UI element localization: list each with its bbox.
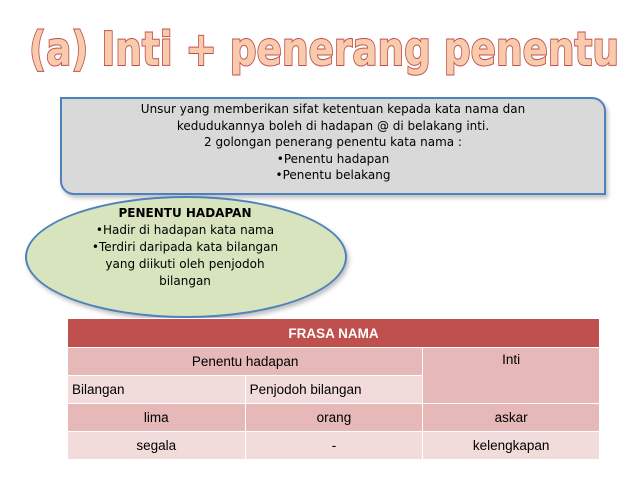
table-cell: orang	[245, 404, 423, 432]
table-header: FRASA NAMA	[68, 319, 600, 348]
info-line: •Penentu belakang	[275, 168, 391, 182]
table-header-row	[68, 319, 600, 348]
table-cell: -	[245, 432, 423, 460]
info-line: •Penentu hadapan	[276, 151, 390, 166]
info-box	[60, 97, 606, 195]
ellipse-line: bilangan	[159, 274, 211, 288]
column-header-penjodoh-bilangan: Penjodoh bilangan	[245, 376, 423, 404]
info-line: Unsur yang memberikan sifat ketentuan kepada kata nama dan	[140, 102, 526, 116]
table-cell: segala	[68, 432, 246, 460]
info-line: kedudukannya boleh di hadapan @ di belakang inti.	[176, 118, 490, 133]
noun-phrase-table	[67, 318, 600, 460]
column-header-bilangan: Bilangan	[68, 376, 246, 404]
table-cell: lima	[68, 404, 246, 432]
table-cell: kelengkapan	[423, 432, 600, 460]
title-text: (a) Inti + penerang penentu	[29, 22, 619, 76]
ellipse-line: •Hadir di hadapan kata nama	[95, 223, 275, 237]
table-row	[68, 404, 600, 432]
ellipse-line: yang diikuti oleh penjodoh	[105, 257, 265, 271]
ellipse-text	[60, 205, 310, 290]
group-header-penentu-hadapan: Penentu hadapan	[68, 348, 423, 376]
info-line: 2 golongan penerang penentu kata nama :	[204, 135, 462, 149]
table-cell: askar	[423, 404, 600, 432]
page-title	[24, 18, 624, 78]
table-row	[68, 432, 600, 460]
ellipse-heading: PENENTU HADAPAN	[118, 206, 252, 220]
ellipse-line: •Terdiri daripada kata bilangan	[91, 240, 279, 254]
table-row	[68, 348, 600, 376]
column-header-inti: Inti	[423, 348, 600, 404]
